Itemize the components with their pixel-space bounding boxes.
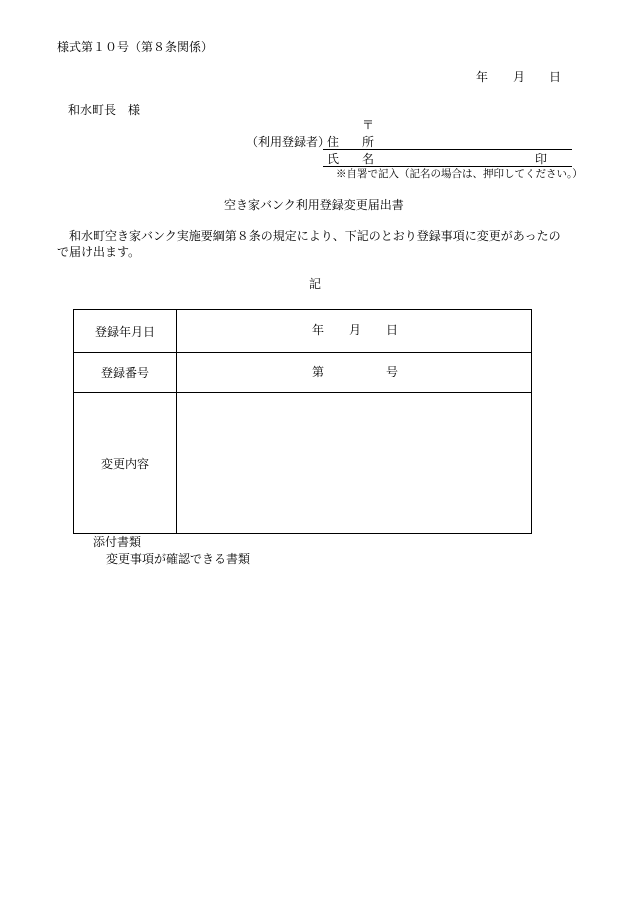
ki-heading: 記 <box>309 277 322 291</box>
table-row-change-details <box>74 393 532 534</box>
date-day-label: 日 <box>549 70 562 84</box>
name-underline <box>323 166 572 167</box>
name-label-2: 名 <box>362 152 375 166</box>
applicant-role-label: （利用登録者） <box>246 135 331 149</box>
seal-label: 印 <box>535 152 548 166</box>
reg-number-suffix: 号 <box>386 364 399 379</box>
registration-date-label: 登録年月日 <box>74 310 177 353</box>
registration-date-value[interactable] <box>177 310 532 353</box>
reg-day-label: 日 <box>386 323 399 337</box>
attachments-item: 変更事項が確認できる書類 <box>106 552 251 566</box>
address-underline <box>323 149 572 150</box>
postal-mark: 〒 <box>362 118 375 132</box>
recipient: 和水町長 様 <box>68 103 141 117</box>
change-details-value[interactable] <box>177 393 532 534</box>
reg-year-label: 年 <box>312 323 325 337</box>
change-form-table <box>73 309 532 534</box>
registration-number-label: 登録番号 <box>74 353 177 393</box>
date-year-label: 年 <box>476 70 489 84</box>
address-label-1: 住 <box>327 135 340 149</box>
table-row-registration-date <box>74 310 532 353</box>
signature-note: ※自署で記入（記名の場合は、押印してください。） <box>336 168 583 180</box>
body-text-line-2: で届け出ます。 <box>57 245 141 259</box>
address-label-2: 所 <box>362 135 375 149</box>
form-number: 様式第１０号（第８条関係） <box>57 40 214 54</box>
attachments-heading: 添付書類 <box>93 535 142 549</box>
date-month-label: 月 <box>513 70 526 84</box>
reg-month-label: 月 <box>349 323 362 337</box>
document-title: 空き家バンク利用登録変更届出書 <box>224 198 404 212</box>
registration-number-value[interactable] <box>177 353 532 393</box>
reg-number-prefix: 第 <box>312 364 325 379</box>
body-text-line-1: 和水町空き家バンク実施要綱第８条の規定により、下記のとおり登録事項に変更があったの <box>69 229 561 243</box>
table-row-registration-number <box>74 353 532 393</box>
change-details-label: 変更内容 <box>74 393 177 534</box>
name-label-1: 氏 <box>327 152 340 166</box>
